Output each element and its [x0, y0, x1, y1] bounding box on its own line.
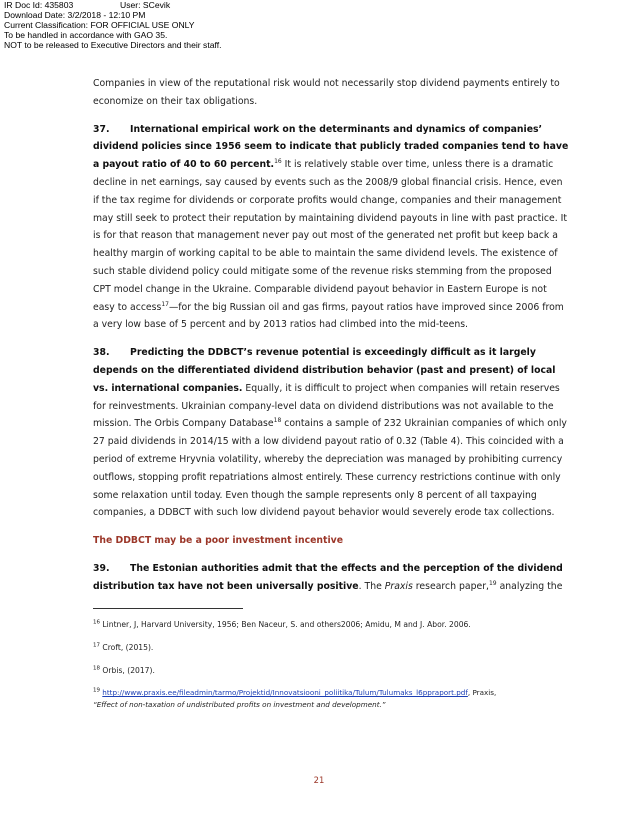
footnote-16: $^{16}$ Lintner, J, Harvard University, 1956; Ben Naceur, S. and others2006; Amidu, M and J. Abor. 2006. [93, 619, 471, 629]
footnote-separator [93, 608, 243, 609]
download-date: Download Date: 3/2/2018 - 12:10 PM [4, 10, 146, 20]
paragraph-39: 39. The Estonian authorities admit that the effects and the perception of the dividend distribution tax have not been universally positive. The Praxis research paper,$^{19}$ analyzing the [93, 560, 569, 596]
footnote-ref-16[interactable]: 16 [274, 158, 282, 166]
classification: Current Classification: FOR OFFICIAL USE ONLY [4, 20, 195, 30]
paragraph-number: 38. [93, 347, 110, 359]
doc-id: IR Doc Id: 435803 [4, 0, 74, 10]
paragraph-lead: The Estonian authorities admit that the effects and the perception of the dividend distribution tax have not been universally positive [93, 562, 563, 592]
handling-note: To be handled in accordance with GAO 35. [4, 30, 168, 40]
praxis-report-link[interactable]: http://www.praxis.ee/fileadmin/tarmo/Projektid/Innovatsiooni_poliitika/Tulum/Tulumaks_l6ppraport.pdf [102, 688, 468, 697]
page-number: 21 [313, 775, 325, 785]
footnote-19: $^{19}$ http://www.praxis.ee/fileadmin/tarmo/Projektid/Innovatsiooni_poliitika/Tulum/Tulumaks_l6ppraport.pdf, Praxis, “Effect of non-taxation of undistributed profits on investment and development.” [93, 687, 497, 709]
paragraph-lead: Predicting the DDBCT’s revenue potential is exceedingly difficult as it largely depends on the differentiated dividend distribution behavior (past and present) of local vs. international companies. [93, 347, 556, 394]
paragraph-37: 37. International empirical work on the determinants and dynamics of companies’ dividend policies since 1956 seem to indicate that publicly traded companies tend to have a payout ratio of 40 to 60 percent.$^{16}$ It is relatively stable over time, unless there is a dramatic decline in net earnings, say caused by events such as the 2008/9 global financial crisis. Hence, even if the tax regime for dividends or corporate profits would change, companies and their management may still seek to protect their reputation by maintaining dividend payouts in line with past practice. It is for that reason that management never pay out most of the generated net profit but keep back a healthy margin of working capital to be able to maintain the same dividend levels. The existence of such stable dividend policy could mitigate some of the revenue risks stemming from the proposed CPT model change in the Ukraine. Comparable dividend payout behavior in Eastern Europe is not easy to access$^{17}$—for the big Russian oil and gas firms, payout ratios have improved since 2006 from a very low base of 5 percent and by 2013 ratios had climbed into the mid-teens. [93, 121, 569, 335]
footnote-17: $^{17}$ Croft, (2015). [93, 642, 154, 652]
document-control-header [4, 0, 222, 50]
footnote-ref-18[interactable]: 18 [273, 417, 282, 425]
paragraph-38: 38. Predicting the DDBCT’s revenue potential is exceedingly difficult as it largely depends on the differentiated dividend distribution behavior (past and present) of local vs. international companies. Equally, it is difficult to project when companies will retain reserves for reinvestments. Ukrainian company-level data on dividend distributions was not available to the mission. The Orbis Company Database$^{18}$ contains a sample of 232 Ukrainian companies of which only 27 paid dividends in 2014/15 with a low dividend payout ratio of 0.32 (Table 4). This coincided with a period of extreme Hryvnia volatility, whereby the depreciation was managed by prohibiting currency outflows, stopping profit repatriations almost entirely. These currency restrictions continue with only some relaxation until today. Even though the sample represents only 8 percent of all taxpaying companies, a DDBCT with such low dividend payout behavior would severely erode tax collections. [93, 344, 569, 522]
footnote-ref-17[interactable]: 17 [161, 300, 169, 308]
user-name: User: SCevik [120, 0, 171, 10]
main-body [93, 75, 569, 606]
paragraph-number: 39. [93, 562, 110, 574]
intro-paragraph: Companies in view of the reputational risk would not necessarily stop dividend payments entirely to economize on their tax obligations. [93, 78, 560, 107]
section-heading: The DDBCT may be a poor investment incentive [93, 535, 344, 547]
paragraph-number: 37. [93, 123, 110, 135]
paragraph-lead: International empirical work on the determinants and dynamics of companies’ dividend policies since 1956 seem to indicate that publicly traded companies tend to have a payout ratio of 40 to 60 percent. [93, 123, 569, 171]
release-restriction: NOT to be released to Executive Directors and their staff. [4, 40, 222, 50]
footnote-18: $^{18}$ Orbis, (2017). [93, 665, 155, 675]
footnote-title: “Effect of non-taxation of undistributed profits on investment and development.” [93, 700, 386, 709]
footnote-ref-19[interactable]: 19 [488, 579, 497, 587]
